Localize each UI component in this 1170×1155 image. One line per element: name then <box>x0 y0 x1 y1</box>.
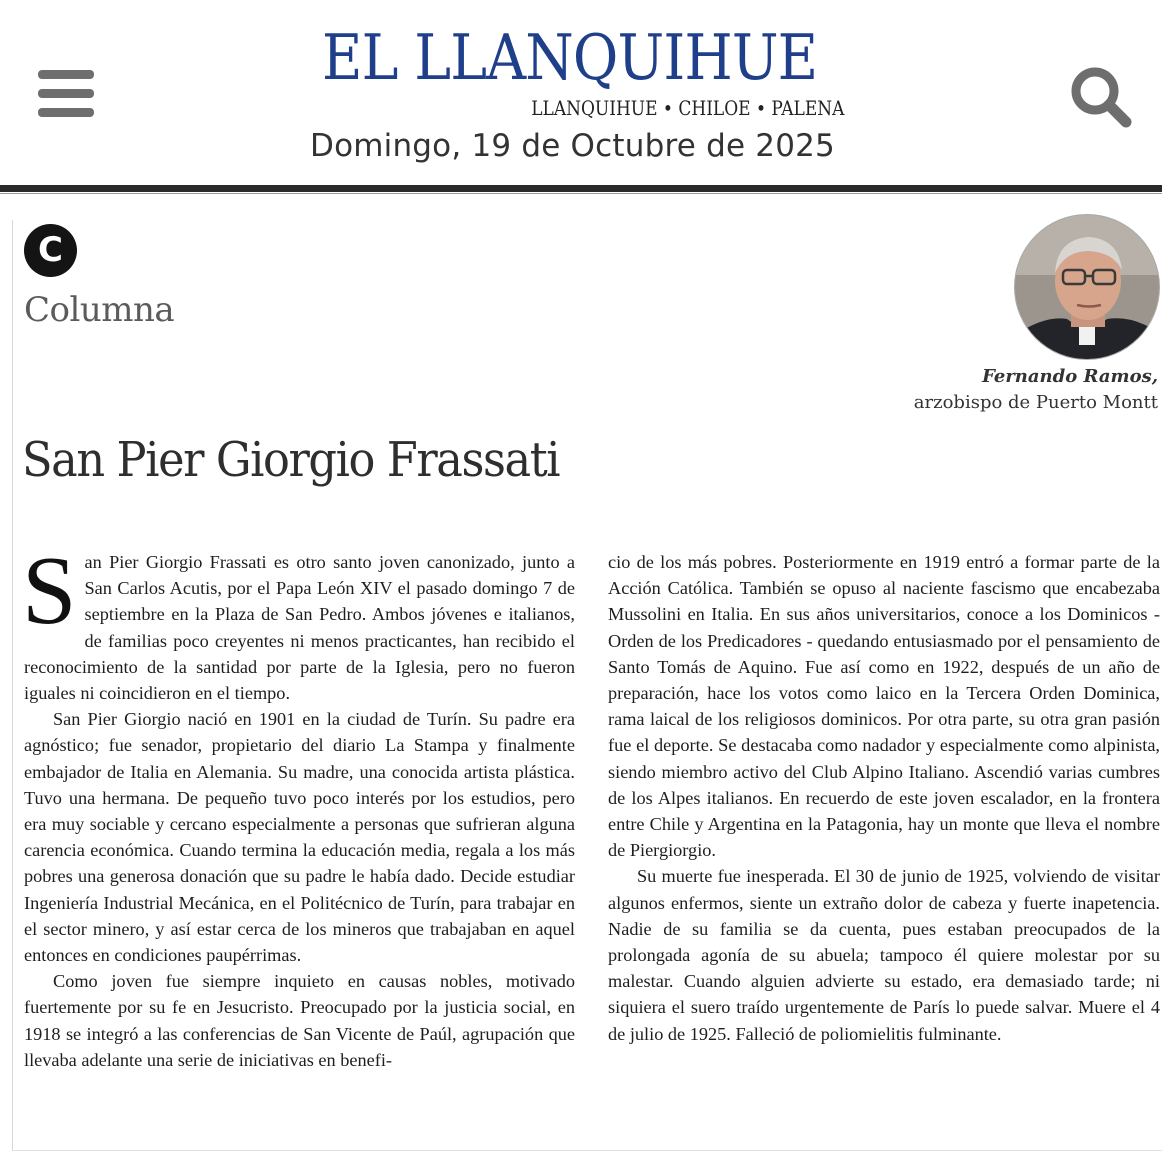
site-header <box>0 0 1170 185</box>
article-paragraph: cio de los más pobres. Posteriormente en 1919 entró a formar parte de la Acción Católica. También se opuso al naciente fascismo que encabezaba Mussolini en Italia. En sus años universitarios, conoce a los Dominicos - Orden de los Predicadores - quedando entusiasmado por el pensamiento de Santo Tomás de Aquino. Fue así como en 1922, después de un año de preparación, hace los votos como laico en la Tercera Orden Dominica, rama laical de los religiosos dominicos. Por otra parte, su otra gran pasión fue el deporte. Se destacaba como nadador y especialmente como alpinista, siendo miembro activo del Club Alpino Italiano. Ascendió varias cumbres de los Alpes italianos. En recuerdo de este joven escalador, en la frontera entre Chile y Argentina en la Patagonia, hay un monte que lleva el nombre de Piergiorgio. <box>608 552 1160 861</box>
page-bottom-rule <box>12 1150 1162 1151</box>
column-rule <box>12 220 13 1150</box>
author-portrait <box>1015 215 1159 359</box>
masthead-title: EL LLANQUIHUE <box>322 21 818 94</box>
masthead-subtitle: LLANQUIHUE • CHILOE • PALENA <box>530 96 844 120</box>
search-icon[interactable] <box>1068 64 1134 130</box>
menu-bar <box>38 70 94 79</box>
edition-date: Domingo, 19 de Octubre de 2025 <box>310 128 835 164</box>
article-column-left <box>22 537 575 1073</box>
author-role: arzobispo de Puerto Montt <box>913 392 1158 413</box>
section-badge: C <box>24 224 77 277</box>
header-divider <box>0 185 1162 192</box>
header-divider-thin <box>0 193 1162 194</box>
author-photo <box>1015 215 1159 359</box>
article-paragraph: Como joven fue siempre inquieto en causas nobles, motivado fuertemente por su fe en Jesucristo. Preocupado por la justicia social, en 1918 se integró a las conferencias de San Vicente de Paúl, agrupación que llevaba adelante una serie de iniciativas en benefi- <box>24 971 575 1070</box>
article-paragraph: San Pier Giorgio nació en 1901 en la ciudad de Turín. Su padre era agnóstico; fue senador, propietario del diario La Stampa y finalmente embajador de Italia en Alemania. Su madre, una conocida artista plástica. Tuvo una hermana. De pequeño tuvo poco interés por los estudios, pero era muy sociable y cercano especialmente a personas que sufrieran alguna carencia económica. Cuando termina la educación media, regala a los más pobres una generosa donación que su padre le había dado. Decide estudiar Ingeniería Industrial Mecánica, en el Politécnico de Turín, para trabajar en el sector minero, y así estar cerca de los mineros que trabajaban en aquel entonces en condiciones paupérrimas. <box>24 709 575 966</box>
article-column-right <box>608 549 1160 1047</box>
article-paragraph <box>22 537 575 706</box>
section-label: Columna <box>24 290 175 330</box>
paragraph-text: an Pier Giorgio Frassati es otro santo joven canonizado, junto a San Carlos Acutis, por el Papa León XIV el pasado domingo 7 de septiembre en la Plaza de San Pedro. Ambos jóvenes e italianos, de familias poco creyentes ni menos practicantes, han recibido el reconocimiento de la santidad por parte de la Iglesia, pero no fueron iguales ni coincidieron en el tiempo. <box>24 552 575 704</box>
article-paragraph: Su muerte fue inesperada. El 30 de junio de 1925, volviendo de visitar algunos enfermos, siente un extraño dolor de cabeza y fuerte inapetencia. Nadie de su familia se da cuenta, pues estaban preocupados de la prolongada agonía de su abuela; tampoco él quiere molestar por su malestar. Cuando alguien advierte su estado, era demasiado tarde; ni siquiera el suero traído urgentemente de París lo puede salvar. Muere el 4 de julio de 1925. Falleció de poliomielitis fulminante. <box>608 866 1160 1044</box>
author-name: Fernando Ramos, <box>982 366 1158 387</box>
hamburger-menu-icon[interactable] <box>38 70 96 118</box>
drop-cap: S <box>22 537 77 645</box>
search-icon-glyph <box>1068 64 1134 130</box>
article-title: San Pier Giorgio Frassati <box>22 432 560 488</box>
menu-bar <box>38 89 94 98</box>
menu-bar <box>38 108 94 117</box>
masthead-logo[interactable] <box>322 21 848 120</box>
